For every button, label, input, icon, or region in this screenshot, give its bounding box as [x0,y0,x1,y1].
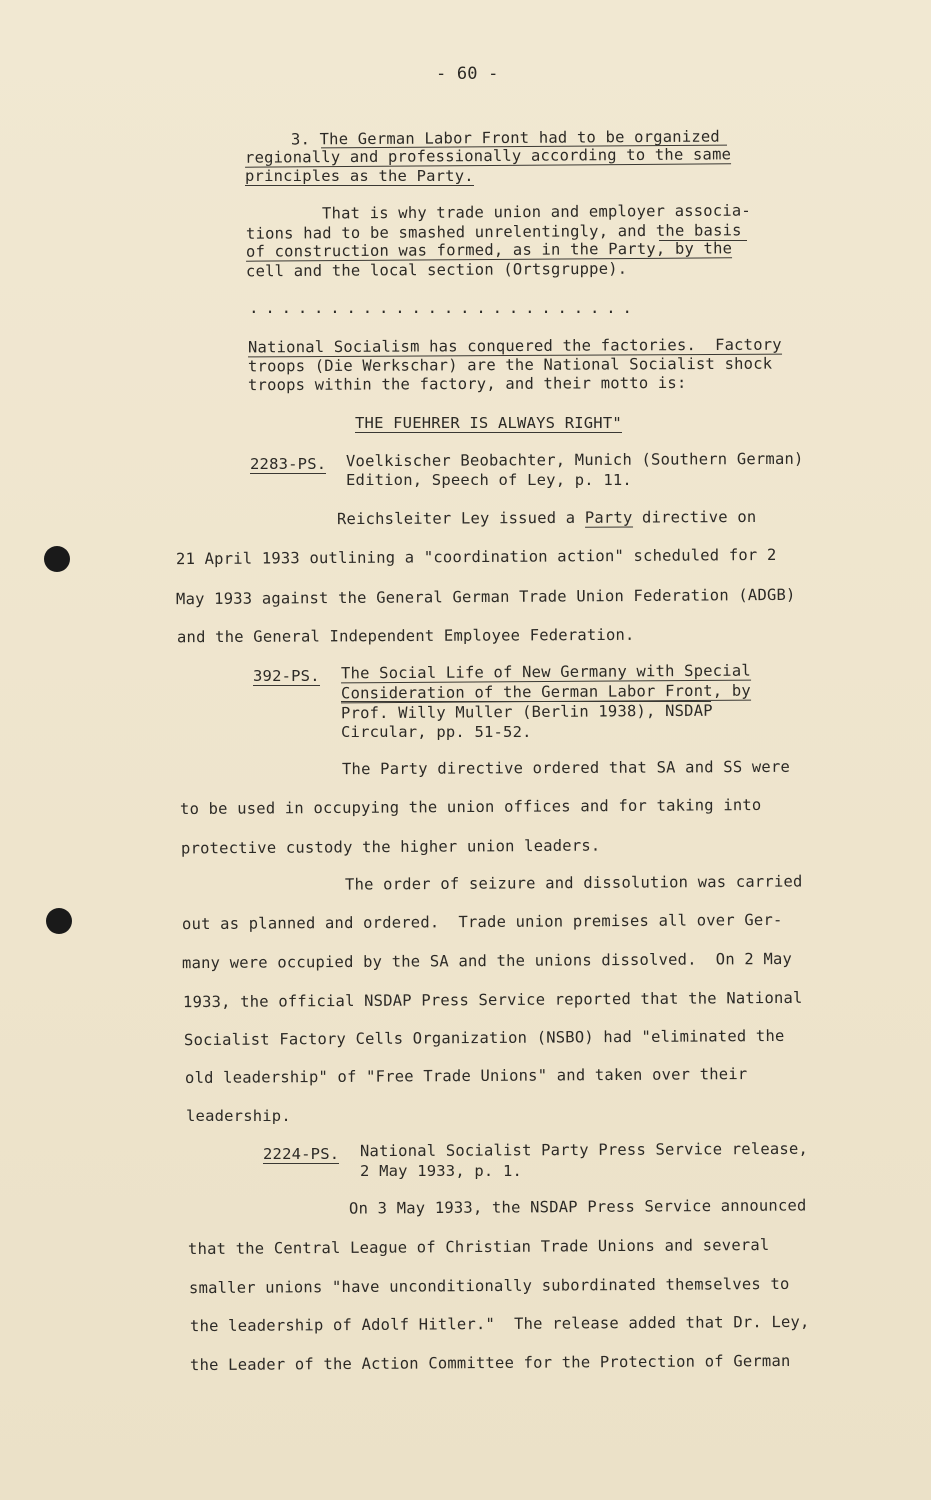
underlined-word: Party [584,508,633,527]
point3-line1: 3. The German Labor Front had to be organized [290,127,720,149]
citation-line4: Circular, pp. 51-52. [341,723,532,741]
para3-line6: old leadership" of "Free Trade Unions" and taken over their [184,1065,748,1087]
quote1-line4: cell and the local section (Ortsgruppe). [245,259,628,281]
para1-line3: May 1933 against the General German Trade Union Federation (ADGB) [175,585,796,609]
quote2-line3: troops within the factory, and their motto is: [247,373,687,395]
para4-line2: that the Central League of Christian Trade Unions and several [187,1235,770,1259]
quote1-line1: That is why trade union and employer associa- [321,201,751,223]
citation-line1: The Social Life of New Germany with Special [340,661,751,683]
citation-ref: 392-PS. [253,667,320,685]
citation-ref: 2224-PS. [263,1145,340,1163]
para4-line3: smaller unions "have unconditionally subordinated themselves to [188,1274,790,1298]
binder-hole [46,908,72,934]
citation-line1: Voelkischer Beobachter, Munich (Southern German) [345,449,804,471]
citation-line3: Prof. Willy Muller (Berlin 1938), NSDAP [340,701,713,723]
underline [341,701,711,702]
para2-line2: to be used in occupying the union offices and for taking into [179,795,762,819]
quote2-line1: National Socialism has conquered the factories. Factory [247,335,782,357]
para3-line7: leadership. [186,1107,291,1125]
binder-hole [44,546,70,572]
citation-line2: Consideration of the German Labor Front, by [340,681,751,703]
quote1-line3: of construction was formed, as in the Party, by the [245,239,733,261]
para3-line3: many were occupied by the SA and the unions dissolved. On 2 May [181,949,793,973]
quote1-line2: tions had to be smashed unrelentingly, and the basis [245,221,742,243]
para1-line1: Reichsleiter Ley issued a Party directive on [336,507,757,529]
para1-line4: and the General Independent Employee Federation. [176,625,635,647]
para3-line5: Socialist Factory Cells Organization (NSBO) had "eliminated the [183,1026,785,1050]
para4-line1: On 3 May 1933, the NSDAP Press Service announced [348,1196,807,1218]
quote2-motto: THE FUEHRER IS ALWAYS RIGHT" [355,414,622,432]
para3-line2: out as planned and ordered. Trade union premises all over Ger- [181,910,783,934]
para4-line4: the leadership of Adolf Hitler." The release added that Dr. Ley, [189,1312,810,1336]
citation-line2: Edition, Speech of Ley, p. 11. [346,471,632,489]
para2-line3: protective custody the higher union leaders. [180,836,601,858]
point3-line3: principles as the Party. [245,167,474,185]
ellipsis-divider: ........................ [249,298,639,317]
quote2-line2: troops (Die Werkschar) are the National Socialist shock [247,354,773,376]
para3-line4: 1933, the official NSDAP Press Service reported that the National [182,988,803,1012]
point3-line2: regionally and professionally according to the same [244,145,732,167]
citation-line2: 2 May 1933, p. 1. [360,1162,523,1180]
citation-line1: National Socialist Party Press Service release, [359,1139,809,1161]
para3-line1: The order of seizure and dissolution was carried [344,872,803,894]
para1-line2: 21 April 1933 outlining a "coordination action" scheduled for 2 [175,545,777,569]
para2-line1: The Party directive ordered that SA and SS were [341,757,791,779]
citation-ref: 2283-PS. [250,455,327,473]
page-number: - 60 - [436,64,499,84]
para4-line5: the Leader of the Action Committee for the Protection of German [189,1351,791,1375]
